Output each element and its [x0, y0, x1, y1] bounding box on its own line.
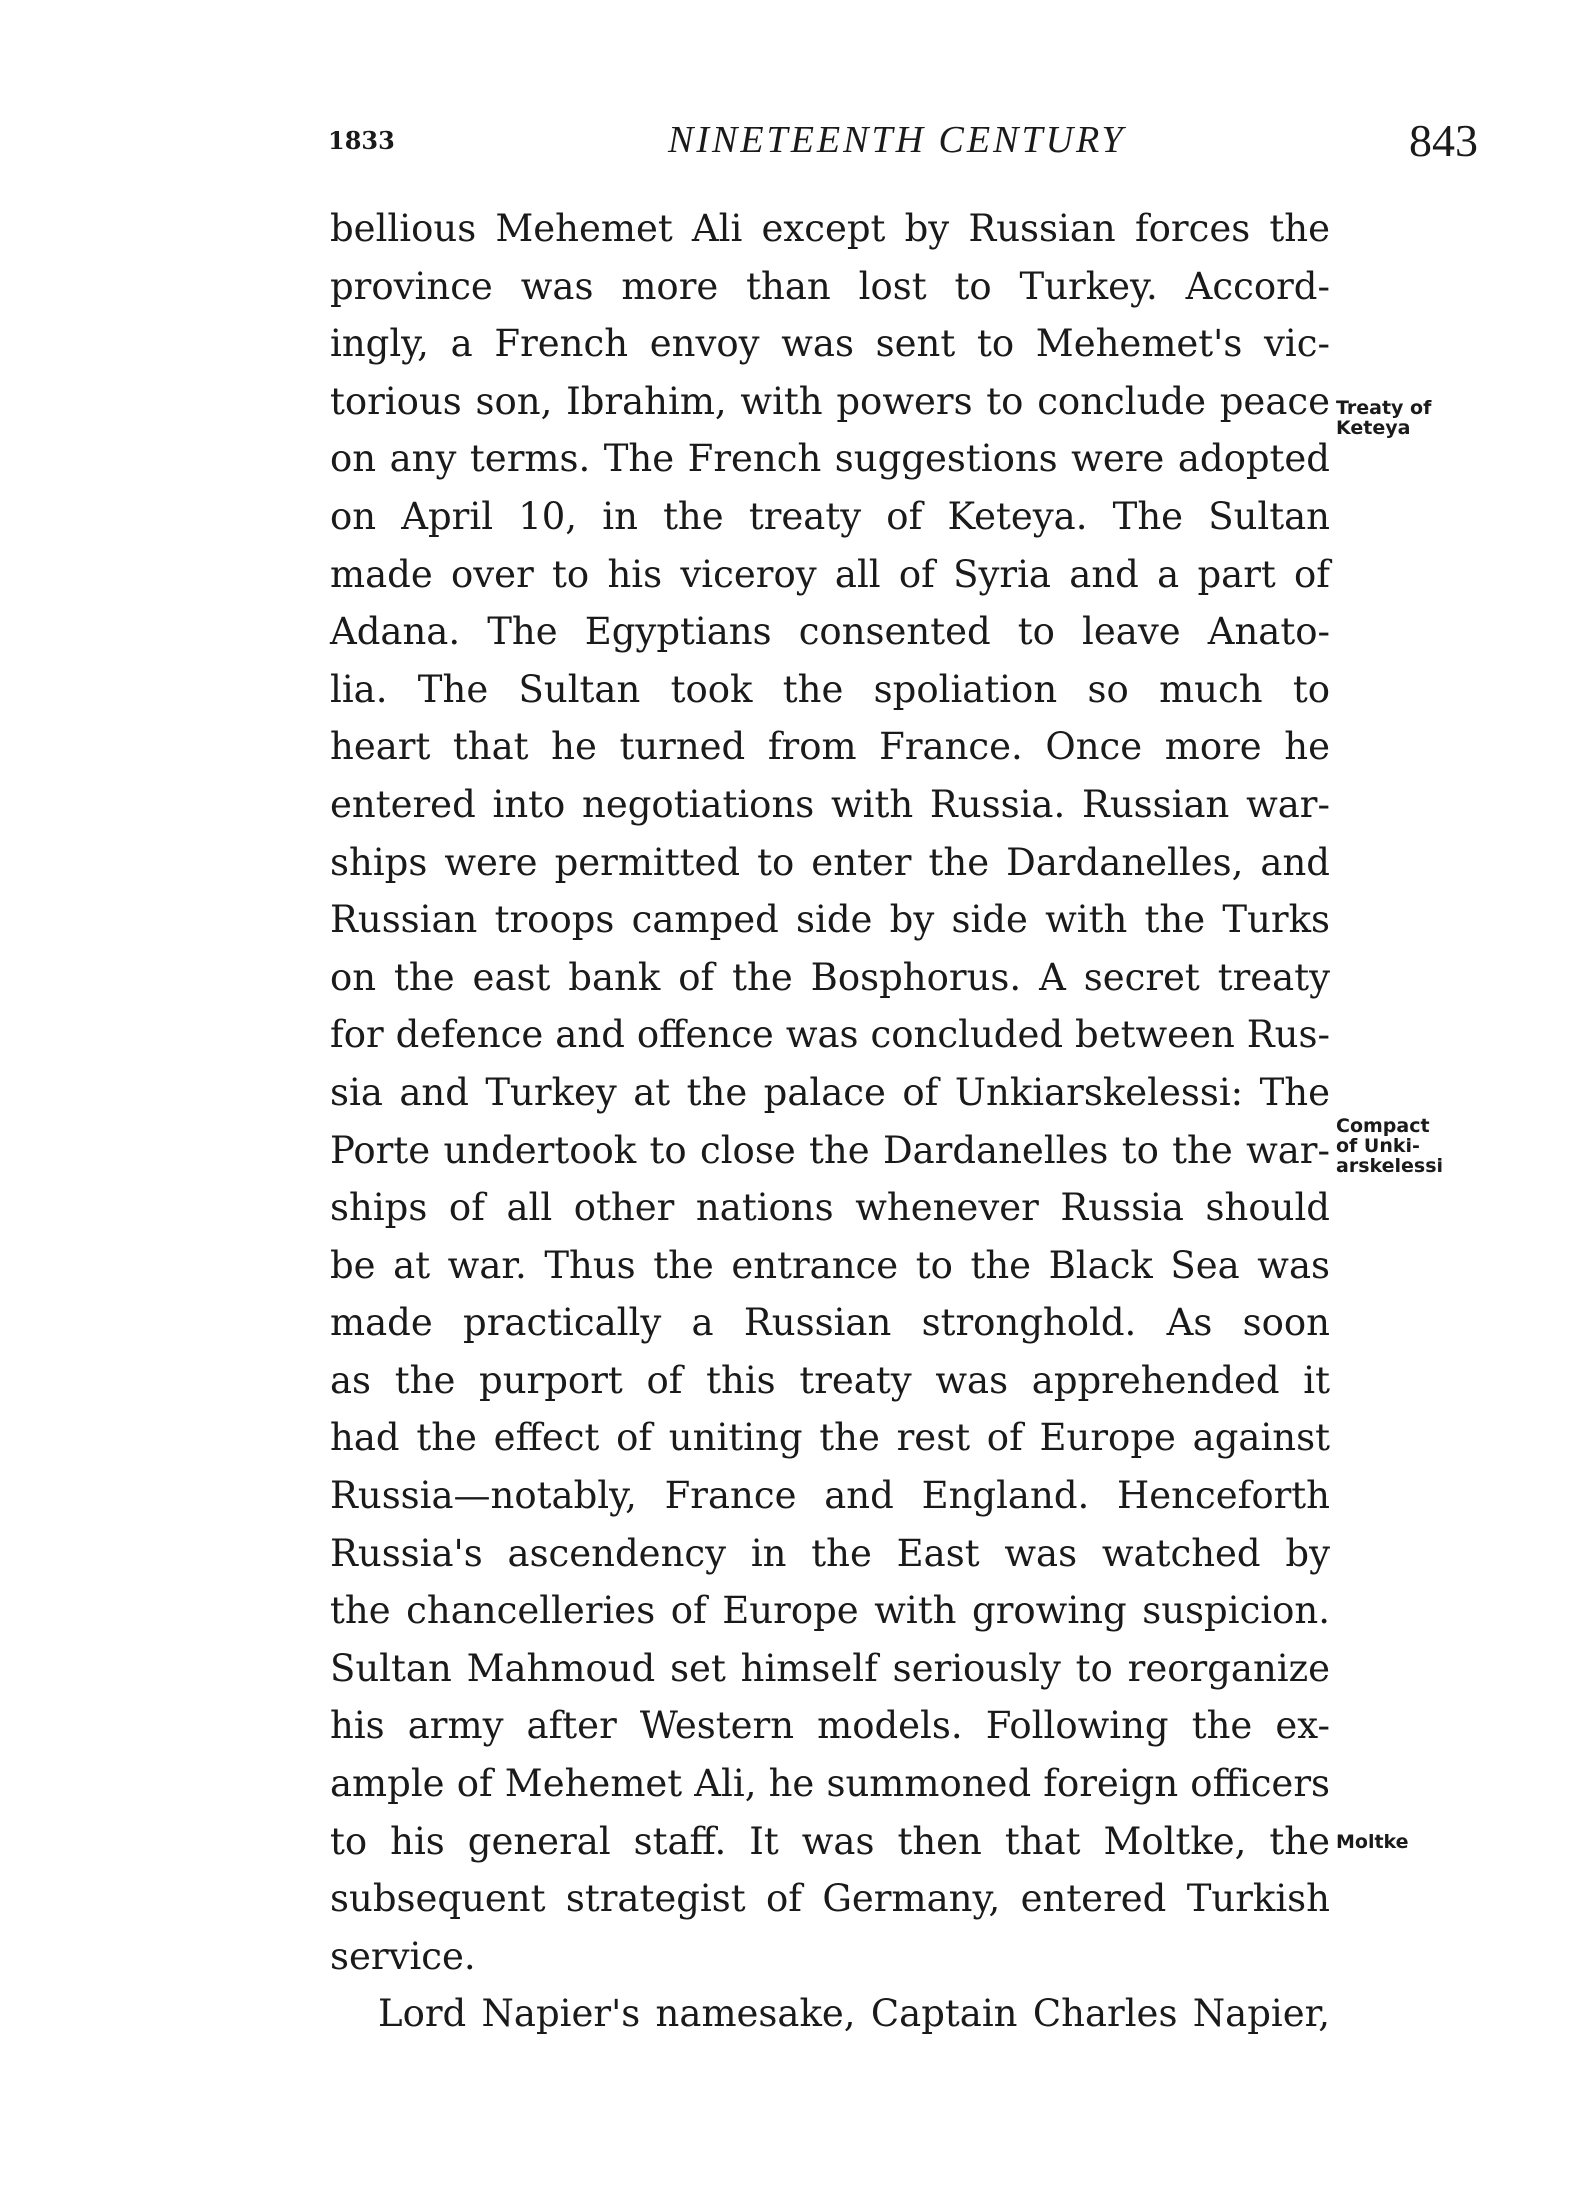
text-line: province was more than lost to Turkey. Accord- — [330, 264, 1330, 308]
margin-note-treaty-of-keteya — [1336, 398, 1431, 438]
margin-note-moltke — [1336, 1832, 1409, 1852]
margin-note-line: of Unki- — [1336, 1135, 1420, 1157]
text-line: heart that he turned from France. Once more he — [330, 725, 1330, 769]
margin-note-line: Treaty of — [1336, 397, 1432, 419]
text-line: subsequent strategist of Germany, entered Turkish — [330, 1877, 1330, 1921]
text-line: Russia's ascendency in the East was watched by — [330, 1531, 1330, 1575]
text-line: Sultan Mahmoud set himself seriously to reorganize — [330, 1646, 1330, 1690]
text-line: entered into negotiations with Russia. Russian war- — [330, 782, 1330, 826]
body-text — [330, 200, 1330, 2043]
text-line: Russia—notably, France and England. Henceforth — [330, 1474, 1330, 1518]
header-title: NINETEENTH CENTURY — [668, 119, 1126, 161]
text-line: as the purport of this treaty was apprehended it — [330, 1358, 1330, 1402]
text-line: bellious Mehemet Ali except by Russian forces the — [330, 207, 1330, 250]
text-line: for defence and offence was concluded between Rus- — [330, 1013, 1330, 1057]
margin-note-compact-of-unkiarskelessi — [1336, 1116, 1443, 1176]
text-line: the chancelleries of Europe with growing suspicion. — [330, 1589, 1330, 1633]
text-line: Porte undertook to close the Dardanelles to the war- — [330, 1128, 1330, 1172]
text-line: made practically a Russian stronghold. As soon — [330, 1301, 1330, 1345]
text-line: ample of Mehemet Ali, he summoned foreign officers — [330, 1762, 1330, 1806]
text-line: Adana. The Egyptians consented to leave Anato- — [330, 610, 1330, 654]
margin-note-line: Moltke — [1336, 1831, 1409, 1853]
text-line: had the effect of uniting the rest of Europe against — [330, 1416, 1330, 1460]
text-line: sia and Turkey at the palace of Unkiarskelessi: The — [330, 1070, 1330, 1114]
text-line: ships of all other nations whenever Russia should — [330, 1186, 1330, 1230]
margin-note-line: Keteya — [1336, 417, 1411, 439]
text-line: lia. The Sultan took the spoliation so much to — [330, 667, 1330, 711]
text-line: on April 10, in the treaty of Keteya. The Sultan — [330, 494, 1330, 538]
paragraph-start-line: Lord Napier's namesake, Captain Charles Napier, — [378, 1992, 1330, 2036]
text-line: ships were permitted to enter the Dardanelles, and — [330, 840, 1330, 884]
text-line: ingly, a French envoy was sent to Mehemet's vic- — [330, 322, 1330, 366]
page-number: 843 — [1409, 115, 1478, 166]
paragraph-end-line: service. — [330, 1934, 476, 1978]
text-line: made over to his viceroy all of Syria and a part of — [330, 552, 1330, 596]
margin-note-line: arskelessi — [1336, 1155, 1444, 1177]
text-line: his army after Western models. Following the ex- — [330, 1704, 1330, 1748]
text-line: on the east bank of the Bosphorus. A secret treaty — [330, 955, 1330, 999]
text-line: on any terms. The French suggestions were adopted — [330, 437, 1330, 481]
running-header — [328, 115, 1478, 178]
text-line: to his general staff. It was then that Moltke, the — [330, 1819, 1330, 1863]
margin-note-line: Compact — [1336, 1115, 1430, 1137]
text-line: torious son, Ibrahim, with powers to conclude peace — [330, 379, 1330, 423]
text-line: be at war. Thus the entrance to the Black Sea was — [330, 1243, 1330, 1287]
text-line: Russian troops camped side by side with the Turks — [330, 898, 1330, 942]
header-year: 1833 — [328, 126, 395, 155]
